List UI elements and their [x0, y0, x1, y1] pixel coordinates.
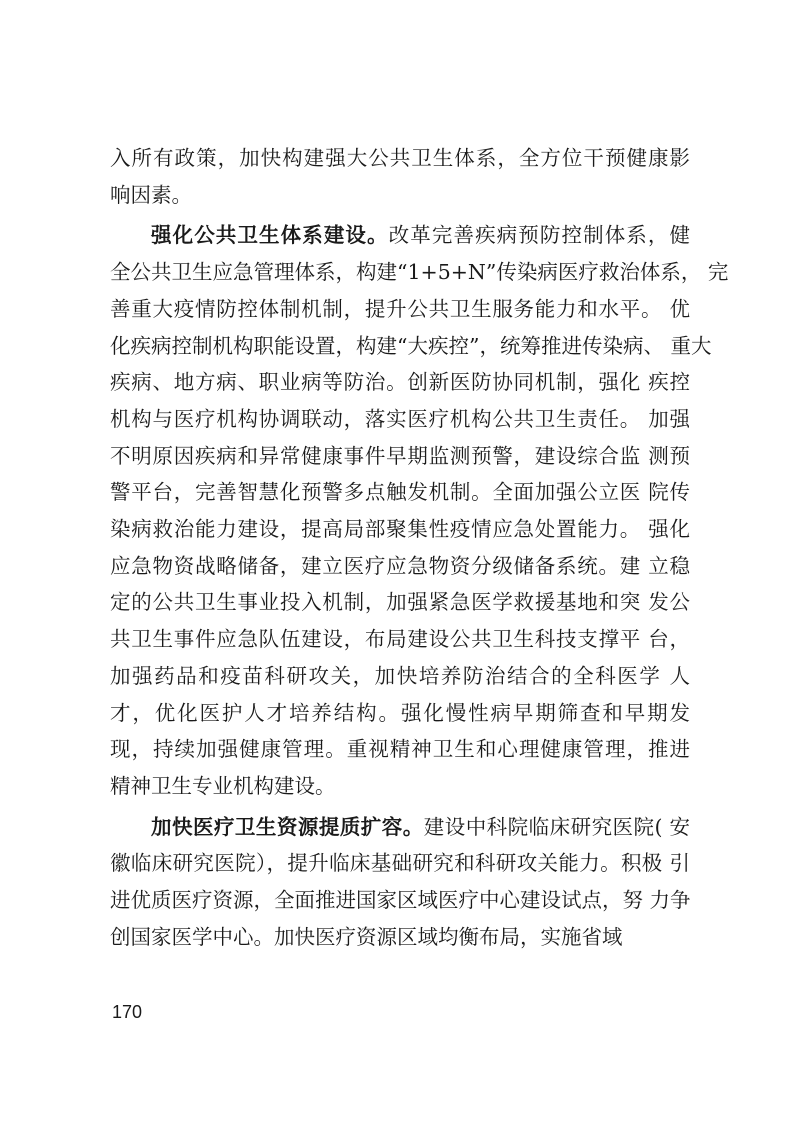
text-line: 定的公共卫生事业投入机制，加强紧急医学救援基地和突 发公 [110, 590, 690, 615]
text-line: 共卫生事件应急队伍建设，布局建设公共卫生科技支撑平 台， [110, 627, 690, 652]
paragraph-heading: 加快医疗卫生资源提质扩容。 [151, 814, 424, 839]
paragraph-continuation [110, 140, 690, 213]
text-line: 应急物资战略储备，建立医疗应急物资分级储备系统。建 立稳 [110, 553, 690, 578]
text-line [110, 217, 690, 254]
text-line: 不明原因疾病和异常健康事件早期监测预警，建设综合监 测预 [110, 443, 690, 468]
text-line-rest: 改革完善疾病预防控制体系，健 [388, 223, 691, 248]
paragraph-medical-resources [110, 809, 690, 956]
text-line: 进优质医疗资源，全面推进国家区域医疗中心建设试点，努 力争 [110, 888, 691, 913]
text-line: 入所有政策，加快构建强大公共卫生体系，全方位干预健康影 [110, 146, 690, 170]
text-line: 化疾病控制机构职能设置，构建“大疾控”，统筹推进传染病、 重大 [110, 333, 712, 358]
text-line: 加强药品和疫苗科研攻关，加快培养防治结合的全科医学 人 [110, 663, 690, 688]
text-line: 现，持续加强健康管理。重视精神卫生和心理健康管理，推进 [110, 737, 690, 762]
page-number: 170 [112, 1002, 143, 1022]
text-line: 染病救治能力建设，提高局部聚集性疫情应急处置能力。 强化 [110, 517, 690, 542]
text-line: 创国家医学中心。加快医疗资源区域均衡布局，实施省域 [110, 924, 623, 949]
text-line [110, 809, 690, 846]
text-line: 全公共卫生应急管理体系，构建“1+5+N”传染病医疗救治体系， 完 [110, 260, 729, 285]
text-line: 善重大疫情防控体制机制，提升公共卫生服务能力和水平。 优 [110, 296, 690, 321]
text-line: 疾病、地方病、职业病等防治。创新医防协同机制，强化 疾控 [110, 370, 690, 395]
text-line-rest: 建设中科院临床研究医院( 安 [423, 814, 691, 839]
text-line: 机构与医疗机构协调联动，落实医疗机构公共卫生责任。 加强 [110, 406, 690, 431]
paragraph-heading: 强化公共卫生体系建设。 [151, 223, 389, 248]
text-line: 徽临床研究医院），提升临床基础研究和科研攻关能力。积极 引 [110, 851, 690, 876]
text-line: 警平台，完善智慧化预警多点触发机制。全面加强公立医 院传 [110, 480, 690, 505]
text-line: 才，优化医护人才培养结构。强化慢性病早期筛查和早期发 [110, 700, 690, 725]
body-text [110, 140, 729, 959]
text-line: 响因素。 [110, 182, 192, 207]
text-line: 精神卫生专业机构建设。 [110, 773, 336, 798]
paragraph-public-health-system [110, 217, 729, 804]
